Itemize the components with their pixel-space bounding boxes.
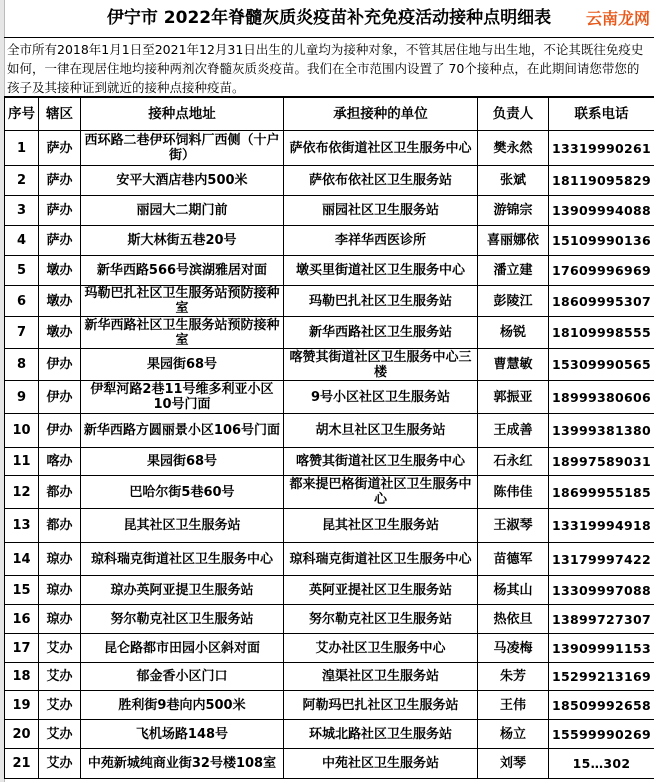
cell-index: 4 — [5, 226, 39, 256]
cell-index: 21 — [5, 749, 39, 779]
cell-phone: 18609995307 — [549, 286, 654, 317]
cell-address: 西环路二巷伊环饲料厂西侧（十户街） — [81, 131, 284, 166]
cell-phone: 13319990261 — [549, 131, 654, 166]
page-title: 伊宁市 2022年脊髓灰质炎疫苗补充免疫活动接种点明细表 — [4, 0, 654, 38]
header-unit: 承担接种的单位 — [284, 98, 478, 131]
cell-phone: 15…302 — [549, 749, 654, 779]
cell-phone: 13899727307 — [549, 605, 654, 634]
cell-address: 伊犁河路2巷11号维多利亚小区10号门面 — [81, 381, 284, 414]
cell-unit: 艾办社区卫生服务中心 — [284, 634, 478, 663]
cell-unit: 都来提巴格街道社区卫生服务中心 — [284, 476, 478, 509]
header-person: 负责人 — [478, 98, 549, 131]
cell-address: 巴哈尔街5巷60号 — [81, 476, 284, 509]
cell-phone: 15309990565 — [549, 349, 654, 381]
table-row — [5, 317, 654, 349]
cell-unit: 墩买里街道社区卫生服务中心 — [284, 256, 478, 286]
cell-index: 12 — [5, 476, 39, 509]
cell-index: 19 — [5, 691, 39, 720]
cell-unit: 阿勒玛巴扎社区卫生服务站 — [284, 691, 478, 720]
cell-phone: 18509992658 — [549, 691, 654, 720]
cell-index: 13 — [5, 509, 39, 543]
table-row — [5, 749, 654, 779]
cell-person: 刘琴 — [478, 749, 549, 779]
cell-district: 伊办 — [39, 381, 81, 414]
cell-person: 杨立 — [478, 720, 549, 749]
cell-person: 喜丽娜依 — [478, 226, 549, 256]
cell-address: 安平大酒店巷内500米 — [81, 166, 284, 196]
cell-person: 游锦宗 — [478, 196, 549, 226]
cell-address: 新华西路方圆丽景小区106号门面 — [81, 414, 284, 448]
table-row — [5, 286, 654, 317]
cell-address: 玛勒巴扎社区卫生服务站预防接种室 — [81, 286, 284, 317]
header-address: 接种点地址 — [81, 98, 284, 131]
cell-person: 潘立建 — [478, 256, 549, 286]
cell-person: 朱芳 — [478, 663, 549, 691]
cell-address: 郁金香小区门口 — [81, 663, 284, 691]
cell-unit: 胡木旦社区卫生服务站 — [284, 414, 478, 448]
intro-text: 全市所有2018年1月1日至2021年12月31日出生的儿童均为接种对象，不管其居住地与出生地，不论其既往免疫史如何，一律在现居住地均接种两剂次脊髓灰质炎疫苗。我们在全市范围内设置了 70个接种点，在此期间请您带您的孩子及其接种证到就近的接种点接种疫苗。 — [4, 38, 654, 97]
cell-address: 斯大林街五巷20号 — [81, 226, 284, 256]
cell-district: 都办 — [39, 509, 81, 543]
cell-unit: 萨依布依街道社区卫生服务中心 — [284, 131, 478, 166]
table-row — [5, 691, 654, 720]
cell-index: 14 — [5, 543, 39, 576]
cell-phone: 18699955185 — [549, 476, 654, 509]
cell-unit: 李祥华西医诊所 — [284, 226, 478, 256]
cell-index: 7 — [5, 317, 39, 349]
cell-person: 彭陵江 — [478, 286, 549, 317]
cell-address: 昆仑路都市田园小区斜对面 — [81, 634, 284, 663]
cell-person: 杨其山 — [478, 576, 549, 605]
table-row — [5, 131, 654, 166]
cell-index: 15 — [5, 576, 39, 605]
cell-address: 昆其社区卫生服务站 — [81, 509, 284, 543]
cell-person: 王成善 — [478, 414, 549, 448]
cell-phone: 18999380606 — [549, 381, 654, 414]
table-row — [5, 349, 654, 381]
cell-index: 9 — [5, 381, 39, 414]
cell-phone: 13909994088 — [549, 196, 654, 226]
cell-person: 苗德军 — [478, 543, 549, 576]
cell-address: 果园街68号 — [81, 448, 284, 476]
cell-address: 努尔勒克社区卫生服务站 — [81, 605, 284, 634]
table-row — [5, 166, 654, 196]
cell-address: 果园街68号 — [81, 349, 284, 381]
cell-district: 艾办 — [39, 634, 81, 663]
table-row — [5, 605, 654, 634]
cell-phone: 13909991153 — [549, 634, 654, 663]
table-row — [5, 476, 654, 509]
table-row — [5, 448, 654, 476]
cell-address: 新华西路社区卫生服务站预防接种室 — [81, 317, 284, 349]
cell-district: 萨办 — [39, 226, 81, 256]
cell-unit: 湟渠社区卫生服务站 — [284, 663, 478, 691]
cell-phone: 15299213169 — [549, 663, 654, 691]
cell-district: 艾办 — [39, 691, 81, 720]
cell-district: 艾办 — [39, 720, 81, 749]
cell-phone: 17609996969 — [549, 256, 654, 286]
cell-index: 20 — [5, 720, 39, 749]
table-row — [5, 256, 654, 286]
cell-district: 喀办 — [39, 448, 81, 476]
cell-index: 1 — [5, 131, 39, 166]
cell-district: 伊办 — [39, 349, 81, 381]
vaccination-sites-table — [4, 97, 654, 779]
cell-district: 萨办 — [39, 196, 81, 226]
cell-index: 11 — [5, 448, 39, 476]
cell-district: 艾办 — [39, 663, 81, 691]
cell-district: 琼办 — [39, 543, 81, 576]
table-row — [5, 663, 654, 691]
cell-person: 陈伟佳 — [478, 476, 549, 509]
cell-person: 曹慧敏 — [478, 349, 549, 381]
cell-person: 王伟 — [478, 691, 549, 720]
cell-index: 8 — [5, 349, 39, 381]
cell-address: 胜利街9巷向内500米 — [81, 691, 284, 720]
table-row — [5, 543, 654, 576]
cell-district: 萨办 — [39, 131, 81, 166]
table-row — [5, 576, 654, 605]
table-row — [5, 196, 654, 226]
cell-index: 17 — [5, 634, 39, 663]
cell-unit: 英阿亚提社区卫生服务站 — [284, 576, 478, 605]
cell-district: 艾办 — [39, 749, 81, 779]
cell-person: 马凌梅 — [478, 634, 549, 663]
cell-address: 丽园大二期门前 — [81, 196, 284, 226]
cell-person: 郭振亚 — [478, 381, 549, 414]
table-row — [5, 381, 654, 414]
cell-district: 墩办 — [39, 317, 81, 349]
cell-person: 热依旦 — [478, 605, 549, 634]
cell-unit: 喀赞其街道社区卫生服务中心 — [284, 448, 478, 476]
table-body — [5, 131, 654, 779]
cell-unit: 喀赞其街道社区卫生服务中心三楼 — [284, 349, 478, 381]
cell-address: 琼科瑞克街道社区卫生服务中心 — [81, 543, 284, 576]
cell-person: 张斌 — [478, 166, 549, 196]
cell-person: 杨锐 — [478, 317, 549, 349]
header-phone: 联系电话 — [549, 98, 654, 131]
table-row — [5, 509, 654, 543]
cell-phone: 18997589031 — [549, 448, 654, 476]
cell-unit: 丽园社区卫生服务站 — [284, 196, 478, 226]
table-row — [5, 720, 654, 749]
cell-unit: 努尔勒克社区卫生服务站 — [284, 605, 478, 634]
cell-unit: 9号小区社区卫生服务站 — [284, 381, 478, 414]
cell-district: 伊办 — [39, 414, 81, 448]
cell-phone: 13319994918 — [549, 509, 654, 543]
cell-index: 3 — [5, 196, 39, 226]
cell-unit: 新华西路社区卫生服务站 — [284, 317, 478, 349]
cell-district: 琼办 — [39, 576, 81, 605]
cell-index: 16 — [5, 605, 39, 634]
cell-person: 樊永然 — [478, 131, 549, 166]
cell-index: 5 — [5, 256, 39, 286]
table-header-row — [5, 98, 654, 131]
table-row — [5, 414, 654, 448]
cell-index: 2 — [5, 166, 39, 196]
cell-phone: 13179997422 — [549, 543, 654, 576]
cell-unit: 昆其社区卫生服务站 — [284, 509, 478, 543]
cell-index: 10 — [5, 414, 39, 448]
cell-unit: 中苑社区卫生服务站 — [284, 749, 478, 779]
table-row — [5, 226, 654, 256]
cell-phone: 18119095829 — [549, 166, 654, 196]
cell-unit: 萨依布依社区卫生服务站 — [284, 166, 478, 196]
cell-phone: 13999381380 — [549, 414, 654, 448]
cell-phone: 15599990269 — [549, 720, 654, 749]
cell-person: 王淑琴 — [478, 509, 549, 543]
cell-district: 墩办 — [39, 286, 81, 317]
cell-address: 飞机场路148号 — [81, 720, 284, 749]
cell-phone: 15109990136 — [549, 226, 654, 256]
cell-index: 18 — [5, 663, 39, 691]
cell-unit: 琼科瑞克街道社区卫生服务中心 — [284, 543, 478, 576]
watermark-logo: 云南龙网 — [585, 9, 650, 28]
spreadsheet — [4, 0, 654, 779]
header-district: 辖区 — [39, 98, 81, 131]
cell-index: 6 — [5, 286, 39, 317]
cell-unit: 环城北路社区卫生服务站 — [284, 720, 478, 749]
cell-district: 萨办 — [39, 166, 81, 196]
cell-address: 琼办英阿亚提卫生服务站 — [81, 576, 284, 605]
cell-district: 琼办 — [39, 605, 81, 634]
cell-unit: 玛勒巴扎社区卫生服务站 — [284, 286, 478, 317]
cell-phone: 18109998555 — [549, 317, 654, 349]
cell-address: 新华西路566号滨湖雅居对面 — [81, 256, 284, 286]
cell-address: 中苑新城纯商业街32号楼108室 — [81, 749, 284, 779]
cell-district: 墩办 — [39, 256, 81, 286]
cell-phone: 13309997088 — [549, 576, 654, 605]
cell-person: 石永红 — [478, 448, 549, 476]
table-row — [5, 634, 654, 663]
cell-district: 都办 — [39, 476, 81, 509]
header-index: 序号 — [5, 98, 39, 131]
